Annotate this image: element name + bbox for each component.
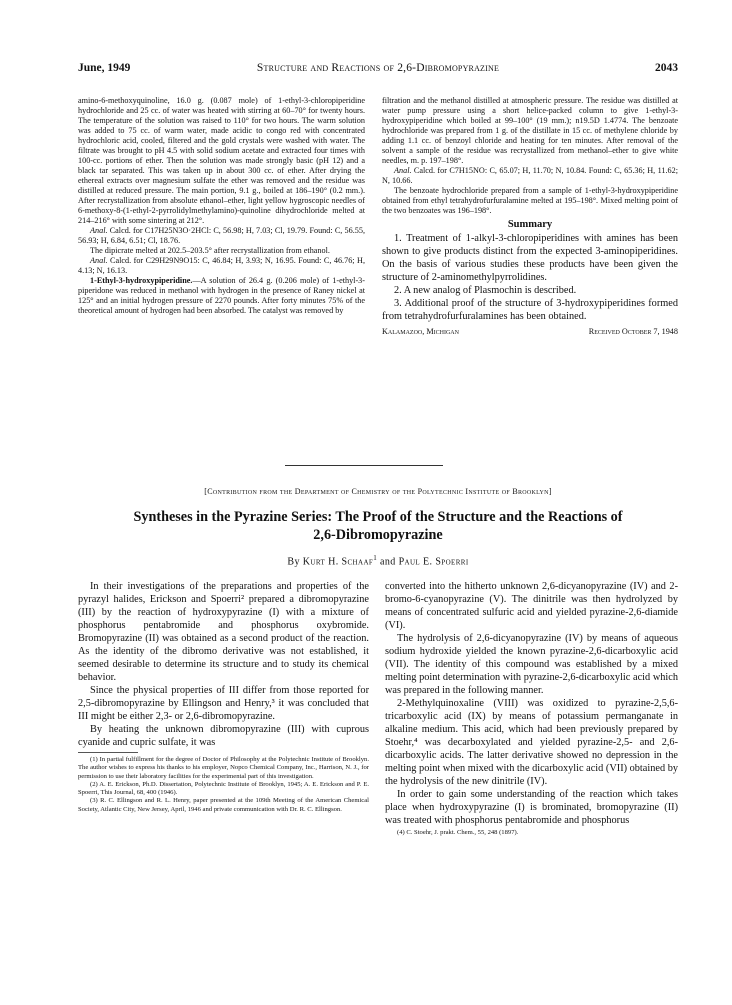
body-paragraph: In their investigations of the preparations and properties of the pyrazyl halides, Erickson and Spoerri² prepared a dibromopyrazine (III) by the reaction of hydroxypyrazine (I) with a mixture of phosphorus pentabromide and phosphorus oxybromide. Bromopyrazine (II) was obtained as a second product of the reaction. As the identity of the dibromo derivative was not established, it seemed desirable to determine its structure and to study its chemical behavior.	[78, 581, 369, 683]
by-word: By	[287, 556, 303, 568]
body-paragraph: Since the physical properties of III differ from those reported for 2,5-dibromopyrazine by Ellingson and Henry,³ it was concluded that III might be either 2,3- or 2,6-dibromopyrazine.	[78, 685, 369, 722]
title-line: 2,6-Dibromopyrazine	[313, 527, 443, 543]
footnote-rule	[78, 752, 138, 753]
analysis-line	[78, 256, 365, 276]
received-date: Received October 7, 1948	[588, 327, 678, 336]
summary-item: 3. Additional proof of the structure of 3-hydroxypiperidines formed from tetrahydrofurfuralamines has been obtained.	[382, 298, 678, 322]
summary-item: 1. Treatment of 1-alkyl-3-chloropiperidines with amines has been shown to give products distinct from the expected 3-aminopiperidines. On the basis of various studies these products have been given the structure of 2-aminomethylpyrrolidines.	[382, 233, 678, 283]
issue-date: June, 1949	[78, 62, 131, 74]
page-number: 2043	[655, 62, 678, 74]
procedure-paragraph: amino-6-methoxyquinoline, 16.0 g. (0.087 mole) of 1-ethyl-3-chloropiperidine hydrochloride and 25 cc. of water was heated with stirring at 60–70° for twenty hours. The temperature of the solution was raised to 110° for two hours. The warm solution was added to 75 cc. of warm water, made acidic to congo red with concentrated hydrochloric acid, cooled, filtered and the gold crystals were washed with water. The filtrate was brought to pH 4.5 with solid sodium acetate and extracted four times with 100-cc. portions of ether. Then the solution was made strongly basic (pH 12) and a black tar separated. This was taken up in about 300 cc. of ether. After drying the ethereal extracts over magnesium sulfate the ether was removed and the residue was distilled at reduced pressure. The main portion, 9.1 g., boiled at 186–190° (0.2 mm.). After recrystallization from absolute ethanol–ether, light yellow hygroscopic needles of 6-methoxy-8-(1-ethyl-2-pyrrolidylmethylamino)-quinoline dihydrochloride melted at 214–216° with some sintering at 212°.	[78, 96, 365, 225]
running-head	[78, 62, 678, 78]
bottom-left-column	[78, 580, 369, 814]
author-line	[78, 554, 678, 567]
section-divider	[285, 465, 443, 466]
paragraph-text: —A solution of 26.4 g. (0.206 mole) of 1-ethyl-3-piperidone was reduced in methanol with hydrogen in the presence of Raney nickel at 125° and an initial hydrogen pressure of 2270 pounds. After forty minutes 75% of the theoretical amount of hydrogen had been absorbed. The catalyst was removed by	[78, 276, 365, 315]
author-name: Kurt H. Schaaf	[302, 556, 374, 568]
signature-line	[382, 327, 678, 336]
benzoate-paragraph: The benzoate hydrochloride prepared from a sample of 1-ethyl-3-hydroxypiperidine obtained from ethyl tetrahydrofurfuralamine melted at 195–198°. Mixed melting point of the two benzoates was 196–198°.	[382, 186, 678, 215]
anal-label: Anal.	[394, 166, 412, 175]
procedure-paragraph: filtration and the methanol distilled at atmospheric pressure. The residue was distilled at water pump pressure using a short helice-packed column to give 1-ethyl-3-hydroxypiperidine which boiled at 99–100° (19 mm.); n19.5D 1.4774. The benzoate hydrochloride was prepared from 1 g. of the distillate in 15 cc. of methylene chloride by adding 1.1 cc. of benzoyl chloride and heating for ten minutes. After removal of the solvent a sample of the residue was recrystallized from methanol–ether to give white needles, m. p. 197–198°.	[382, 96, 678, 165]
top-left-column	[78, 96, 365, 316]
anal-label: Anal.	[90, 256, 108, 265]
footnote: (3) R. C. Ellingson and R. L. Henry, paper presented at the 109th Meeting of the American Chemical Society, Atlantic City, New Jersey, April, 1946 and private communication with Dr. R. C. Ellingson.	[78, 797, 369, 813]
location: Kalamazoo, Michigan	[382, 327, 459, 336]
body-paragraph: By heating the unknown dibromopyrazine (III) with cuprous cyanide and cupric sulfate, it was	[78, 724, 369, 748]
running-title: Structure and Reactions of 2,6-Dibromopyrazine	[256, 62, 500, 74]
section-heading: 1-Ethyl-3-hydroxypiperidine.	[90, 276, 193, 285]
anal-label: Anal.	[90, 226, 108, 235]
analysis-line	[78, 226, 365, 246]
body-paragraph: converted into the hitherto unknown 2,6-dicyanopyrazine (IV) and 2-bromo-6-cyanopyrazine (V). The dinitrile was then hydrolyzed by means of concentrated sulfuric acid and yielded pyrazine-2,6-diamide (VI).	[385, 581, 678, 631]
footnote: (4) C. Stoehr, J. prakt. Chem., 55, 248 (1897).	[397, 829, 519, 836]
article-title	[78, 508, 678, 544]
anal-text: Calcd. for C7H15NO: C, 65.07; H, 11.70; N, 10.84. Found: C, 65.36; H, 11.62; N, 10.66.	[382, 166, 678, 185]
body-paragraph: 2-Methylquinoxaline (VIII) was oxidized to pyrazine-2,5,6-tricarboxylic acid (IX) by means of potassium permanganate in alkaline medium. This acid, which had been previously prepared by Stoehr,⁴ was decarboxylated and yielded pyrazine-2,5- and 2,6-dicarboxylic acids. The latter derivative showed no depression in the melting point when mixed with the dicarboxylic acid (VII) obtained by the hydrolysis of the new dinitrile (IV).	[385, 698, 678, 787]
anal-text: Calcd. for C29H29N9O15: C, 46.84; H, 3.93; N, 16.95. Found: C, 46.76; H, 4.13; N, 16.13.	[78, 256, 365, 275]
top-right-column	[382, 96, 678, 336]
footnote: (1) In partial fulfillment for the degree of Doctor of Philosophy at the Polytechnic Institute of Brooklyn. The author wishes to express his thanks to his employer, Nopco Chemical Company, Inc., Harrison, N. J., for permission to use their laboratory facilities for the experimental part of this investigation.	[78, 756, 369, 780]
summary-heading: Summary	[507, 219, 553, 230]
footnote-mark: 1	[373, 554, 378, 562]
anal-text: Calcd. for C17H25N3O·2HCl: C, 56.98; H, 7.03; Cl, 19.79. Found: C, 56.55, 56.93; H, 6.84, 6.51; Cl, 18.76.	[78, 226, 365, 245]
dipicrate-paragraph: The dipicrate melted at 202.5–203.5° after recrystallization from ethanol.	[90, 246, 330, 255]
hydroxypiperidine-paragraph	[78, 276, 365, 316]
summary-item: 2. A new analog of Plasmochin is described.	[394, 285, 577, 296]
analysis-line	[382, 166, 678, 186]
and-word: and	[377, 556, 399, 568]
footnote: (2) A. E. Erickson, Ph.D. Dissertation, Polytechnic Institute of Brooklyn, 1945; A. E. Erickson and P. E. Spoerri, This Journal, 68, 400 (1946).	[78, 780, 369, 797]
body-paragraph: In order to gain some understanding of the reaction which takes place when hydroxypyrazine (I) is brominated, bromopyrazine (II) was treated with phosphorus pentabromide and phosphorus	[385, 789, 678, 826]
bottom-right-column	[385, 580, 678, 837]
body-paragraph: The hydrolysis of 2,6-dicyanopyrazine (IV) by means of aqueous sodium hydroxide yielded the known pyrazine-2,6-dicarboxylic acid (VII). The identity of this compound was established by a mixed melting point determination with pyrazine-2,6-dicarboxylic acid which was prepared in the following manner.	[385, 633, 678, 696]
title-line: Syntheses in the Pyrazine Series: The Proof of the Structure and the Reactions of	[133, 509, 623, 525]
author-name: Paul E. Spoerri	[398, 556, 469, 568]
contribution-line: [Contribution from the Department of Chemistry of the Polytechnic Institute of Brooklyn]	[204, 487, 552, 496]
